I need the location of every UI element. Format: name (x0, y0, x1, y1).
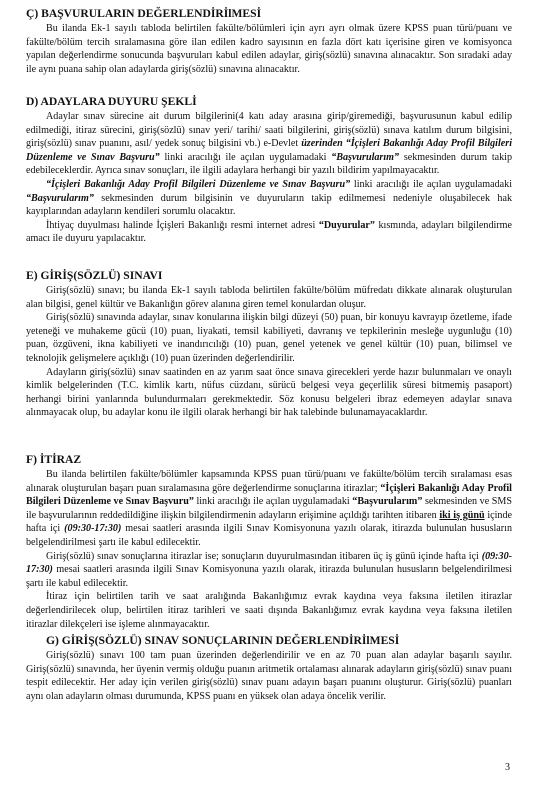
section-f-paragraph-1 (26, 468, 512, 550)
text-run: linki aracılığı ile açılan uygulamadaki (159, 151, 332, 163)
text-run: iki iş günü (439, 509, 485, 521)
text-run: mesai saatleri arasında ilgili Sınav Komisyonuna yazılı olarak, itirazda bulunulan hususların belgelendirilmesi şartı ile kabul edilecektir. (26, 564, 512, 589)
section-e-paragraph-1: Giriş(sözlü) sınavı; bu ilanda Ek-1 sayılı tabloda belirtilen fakülte/bölüm müfredatı dikkate alınarak oluşturulan alan bilgisi, genel kültür ve Bakanlığın görev alanına giren temel konulardan oluşur. (26, 285, 512, 310)
text-run: (09:30-17:30) (64, 523, 122, 535)
text-run: linki aracılığı ile açılan uygulamadaki (350, 178, 513, 190)
text-run: “Duyurular” (318, 219, 375, 231)
text-run: sekmesinden durum bilgisinin ve duyuruların takip edilmemesi nedeniyle oluşabilecek hak kayıplarından adayların kendileri sorumlu olacaktır. (26, 192, 512, 218)
text-run: sekmesinden durum takip edebileceklerdir. Ayrıca sınav sonuçları, ile ilgili adaylara herhangi bir yazılı bildirim yapılmayacaktır. (26, 151, 512, 177)
text-run: İhtiyaç duyulması halinde İçişleri Bakanlığı resmi internet adresi (46, 219, 319, 231)
section-c (26, 6, 512, 76)
section-c-heading: Ç) BAŞVURULARIN DEĞERLENDİRİlMESİ (26, 7, 262, 20)
text-run: “Başvurularım” (352, 496, 423, 508)
section-g-paragraph-1: Giriş(sözlü) sınavı 100 tam puan üzerinden değerlendirilir ve en az 70 puan alan adaylar başarılı sayılır. Giriş(sözlü) sınavında, her üyenin vermiş olduğu puanın aritmetik ortalaması alınarak adayların giriş(sözlü) sınav puanı tespit edilecektir. Her aday için verilen giriş(sözlü) sınav puanı adayın başarı puanını oluşturur. Giriş(sözlü) puanları aynı olan adayların olması durumunda, KPSS puanı en yüksek olan adaya öncelik verilir. (26, 650, 512, 702)
text-run: “İçişleri Bakanlığı Aday Profil Bilgileri Düzenleme ve Sınav Başvuru” (26, 482, 512, 508)
text-run: üzerinden (301, 138, 343, 150)
text-run: (09:30-17:30) (26, 550, 512, 576)
section-c-paragraph-1: Bu ilanda Ek-1 sayılı tabloda belirtilen fakülte/bölümleri için ayrı ayrı olmak üzere KPSS puan türü/puanı ve fakülte/bölüm tercih sıralamasına göre ilan edilen kadro sayısının en fazla dört katı içerisine giren ve komisyonca yapılan değerlendirme sonucunda başvuruları kabul edilen adaylar, giriş(sözlü) sınavına alınacaktır. Son sıradaki aday ile aynı puana sahip olan adaylarda giriş(sözlü) sınavına alınacaktır. (26, 23, 512, 75)
text-run: içinde hafta içi (26, 509, 512, 535)
section-d-paragraph-2 (26, 178, 512, 219)
section-f-paragraph-2 (26, 550, 512, 591)
page-number: 3 (505, 762, 510, 773)
section-d-heading: D) ADAYLARA DUYURU ŞEKLİ (26, 95, 197, 108)
section-g (26, 633, 512, 703)
section-f-paragraph-3: İtiraz için belirtilen tarih ve saat aralığında Bakanlığımız evrak kaydına veya faksına iletilen itirazlar değerlendirilecek olup, belirtilen itiraz tarihleri ve saati dışında Bakanlığımız evrak kaydına veya faksına iletilen itirazlar dilekçeleri ise işleme alınmayacaktır. (26, 591, 512, 630)
text-run: Adaylar sınav sürecine ait durum bilgilerini(4 katı aday arasına girip/giremediği, başvurusunun kabul edilip edilmediği, itiraz sürecini, giriş(sözlü) sınav yeri/ tarihi/ saati bilgilerini, giriş(sözlü) sınava katılım durum bilgisini, giriş(sözlü) sınav puanını, asıl/ yedek sonuç bilgisini vb.) e-Devlet (26, 111, 512, 150)
section-d (26, 94, 512, 246)
text-run: linki aracılığı ile açılan uygulamadaki (193, 496, 353, 508)
section-f (26, 452, 512, 631)
section-d-paragraph-1 (26, 110, 512, 178)
text-run: sekmesinden ve SMS ile başvurularının reddedildiğine ilişkin bilgilendirmenin adayların erişimine açıldığı tarihten itibaren (26, 496, 512, 521)
text-run: “İçişleri Bakanlığı Aday Profil Bilgileri Düzenleme ve Sınav Başvuru” (46, 178, 351, 190)
text-run: “Başvurularım” (331, 151, 400, 163)
section-e (26, 268, 512, 420)
section-e-paragraph-3: Adayların giriş(sözlü) sınav saatinden en az yarım saat önce sınava girecekleri yerde hazır bulunmaları ve onaylı kimlik belgelerinden (T.C. kimlik kartı, nüfus cüzdanı, sürücü belgesi veya geçerlilik süresi bitmemiş pasaport) herhangi birini yanlarında bulundurmaları gerekmektedir. Söz konusu belgeleri ibraz edemeyen adaylar sınava alınmayacak olup, bu adaylar konu ile ilgili olarak herhangi bir hak talebinde bulunamayacaklardır. (26, 366, 512, 419)
text-run: “İçişleri Bakanlığı Aday Profil Bilgileri Düzenleme ve Sınav Başvuru” (26, 138, 513, 163)
text-run: Giriş(sözlü) sınav sonuçlarına itirazlar ise; sonuçların duyurulmasından itibaren üç iş günü içinde hafta içi (46, 550, 482, 562)
text-run: Bu ilanda belirtilen fakülte/bölümler kapsamında KPSS puan türü/puanı ve fakülte/bölüm tercih sıralaması esas alınarak oluşturulan başarı puan sıralamasına göre değerlendirme sonuçlarına itirazlar; (26, 469, 512, 494)
section-g-heading: G) GİRİŞ(SÖZLÜ) SINAV SONUÇLARININ DEĞERLENDİRİlMESİ (46, 634, 400, 647)
section-f-heading: F) İTİRAZ (26, 453, 82, 466)
text-run: kısmında, adayları bilgilendirme amacı ile duyuru yapılacaktır. (26, 219, 512, 245)
text-run: mesai saatleri arasında ilgili Sınav Komisyonuna yazılı olarak, itirazda bulunulan hususların belgelendirilmesi şartı ile kabul edilecektir. (26, 523, 513, 548)
section-d-paragraph-3 (26, 219, 512, 246)
text-run: “Başvurularım” (26, 192, 94, 204)
section-e-paragraph-2: Giriş(sözlü) sınavında adaylar, sınav konularına ilişkin bilgi düzeyi (50) puan, bir konuyu kavrayıp özetleme, ifade yeteneği ve muhakeme gücü (10) puan, liyakati, temsil kabiliyeti, davranış ve tepkilerinin mesleğe uygunluğu (10) puan, özgüveni, ikna kabiliyeti ve inandırıcılığı (10) puan, genel yetenek ve genel kültür (10) puan, bilimsel ve teknolojik gelişmelere açıklığı (10) puan üzerinden değerlendirilir. (26, 312, 512, 364)
section-e-heading: E) GİRİŞ(SÖZLÜ) SINAVI (26, 269, 163, 282)
